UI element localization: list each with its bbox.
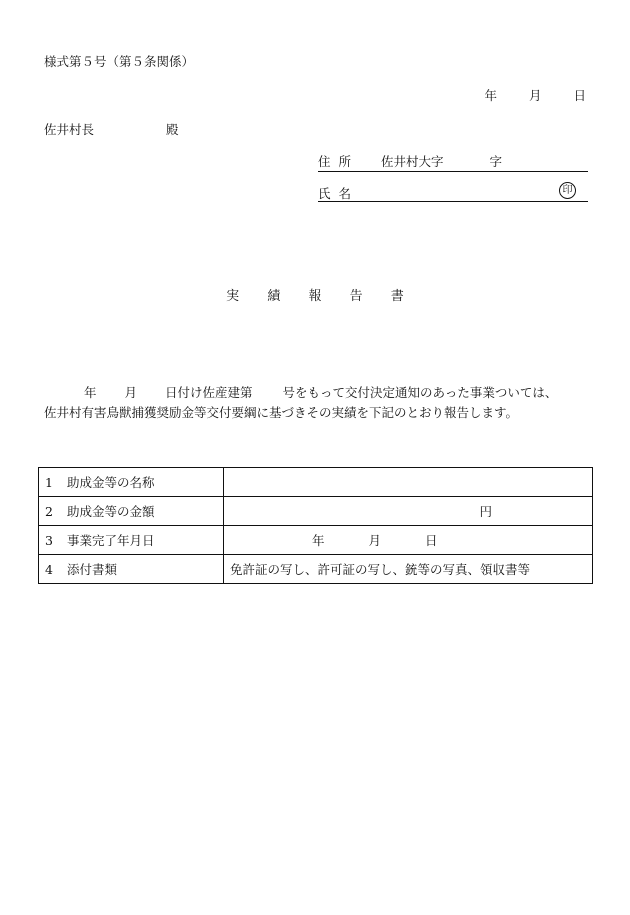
subsidy-name-cell[interactable] <box>224 468 593 497</box>
completion-date-cell[interactable] <box>224 526 593 555</box>
form-number: 様式第５号（第５条関係） <box>44 54 195 69</box>
completion-month: 月 <box>368 533 382 548</box>
row-label: 3 事業完了年月日 <box>39 526 224 555</box>
body-line-1 <box>44 383 557 403</box>
document-title <box>0 285 630 304</box>
address-village: 佐井村大字 <box>380 154 444 169</box>
completion-year: 年 <box>312 533 325 548</box>
table-row <box>39 497 593 526</box>
title-char: 告 <box>349 289 363 304</box>
body-year: 年 <box>84 385 97 400</box>
body-line-2: 佐井村有害鳥獣捕獲奨励金等交付要綱に基づきその実績を下記のとおり報告します。 <box>44 405 519 420</box>
body-day-ref: 日付け佐産建第 <box>165 385 253 400</box>
date-year: 年 <box>484 88 497 103</box>
table-row <box>39 526 593 555</box>
completion-day: 日 <box>425 533 438 548</box>
addressee-name: 佐井村長 <box>44 122 95 137</box>
addressee <box>44 120 179 138</box>
name-label: 氏 名 <box>318 186 353 201</box>
address-aza: 字 <box>489 154 503 169</box>
addressee-honorific: 殿 <box>166 122 179 137</box>
report-table <box>38 467 593 584</box>
row-label: 4 添付書類 <box>39 555 224 584</box>
title-char: 実 <box>226 289 240 304</box>
title-char: 報 <box>308 289 322 304</box>
address-label: 住 所 <box>318 154 353 169</box>
address-field[interactable] <box>318 152 588 172</box>
body-num-ref: 号をもって交付決定通知のあった事業ついては、 <box>282 385 558 400</box>
body-month: 月 <box>124 385 138 400</box>
name-field[interactable] <box>318 184 588 202</box>
body-paragraph <box>44 383 557 423</box>
subsidy-amount-cell[interactable]: 円 <box>224 497 593 526</box>
attachments-cell: 免許証の写し、許可証の写し、銃等の写真、領収書等 <box>224 555 593 584</box>
table-row <box>39 555 593 584</box>
seal-mark-icon: 印 <box>559 182 576 199</box>
title-char: 績 <box>267 289 281 304</box>
date-month: 月 <box>528 88 542 103</box>
row-label: 2 助成金等の金額 <box>39 497 224 526</box>
table-row <box>39 468 593 497</box>
report-date <box>484 86 586 104</box>
row-label: 1 助成金等の名称 <box>39 468 224 497</box>
date-day: 日 <box>573 88 586 103</box>
title-char: 書 <box>390 289 404 304</box>
